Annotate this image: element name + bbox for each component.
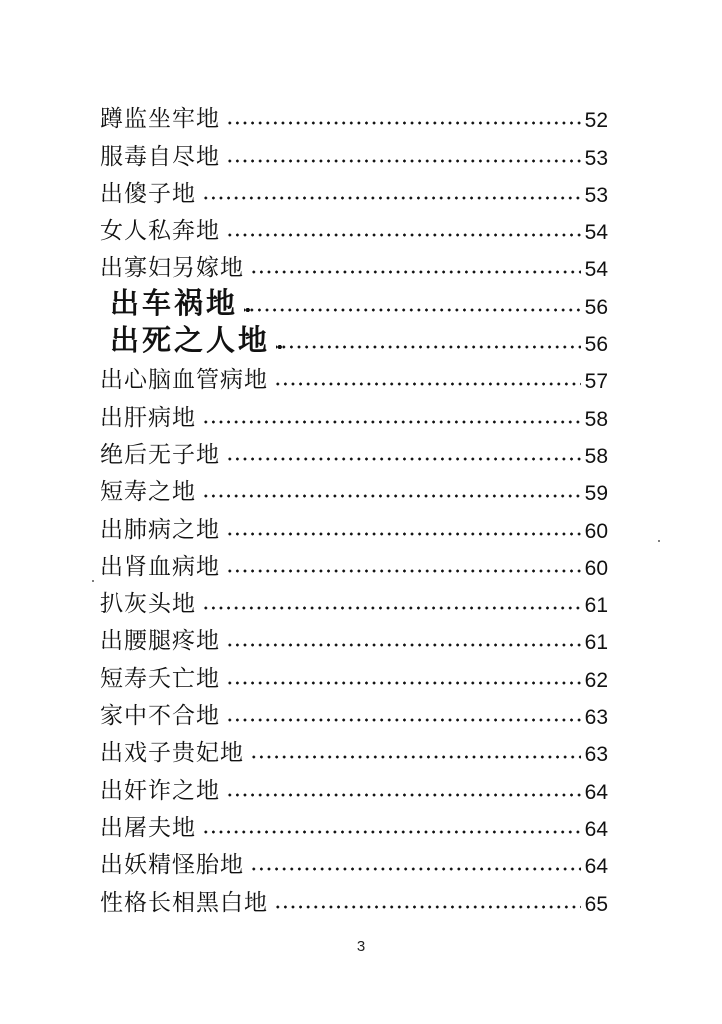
- toc-entry-page: 57: [584, 370, 608, 394]
- toc-entry: [100, 94, 608, 131]
- toc-entry-page: 53: [584, 146, 608, 170]
- toc-entry-title: 短寿之地: [100, 479, 196, 506]
- dot-leader: [226, 159, 581, 163]
- toc-entry-title: 出死之人地: [110, 323, 271, 358]
- toc-entry-title: 短寿夭亡地: [100, 665, 220, 692]
- dot-leader: [250, 270, 581, 274]
- toc-entry: [100, 765, 608, 802]
- toc-entry-title: 服毒自尽地: [100, 143, 220, 170]
- toc-entry-page: 61: [584, 594, 608, 618]
- toc-entry-page: 60: [584, 519, 608, 543]
- toc-entry-title: 家中不合地: [100, 703, 220, 730]
- table-of-contents: [100, 94, 608, 915]
- toc-entry: [100, 430, 608, 467]
- toc-entry-page: 58: [584, 407, 608, 431]
- toc-entry-page: 64: [584, 817, 608, 841]
- toc-entry-title: 出妖精怪胎地: [100, 852, 244, 879]
- toc-entry-page: 64: [584, 780, 608, 804]
- toc-entry: [100, 169, 608, 206]
- toc-entry-page: 54: [584, 258, 608, 282]
- dot-leader: [226, 121, 581, 125]
- toc-entry: [100, 579, 608, 616]
- dot-leader: [202, 196, 581, 200]
- dot-leader: [226, 569, 581, 573]
- dot-leader: [226, 457, 581, 461]
- toc-entry-page: 53: [584, 183, 608, 207]
- toc-entry-title: 出寡妇另嫁地: [100, 255, 244, 282]
- toc-entry-page: 54: [584, 221, 608, 245]
- toc-entry-page: 52: [584, 109, 608, 133]
- toc-entry: [100, 542, 608, 579]
- dot-leader: [226, 718, 581, 722]
- toc-entry-title: 蹲监坐牢地: [100, 106, 220, 133]
- toc-entry-title: 绝后无子地: [100, 441, 220, 468]
- toc-entry-title: 出奸诈之地: [100, 777, 220, 804]
- toc-entry-page: 56: [584, 333, 608, 357]
- toc-entry-title: 出心脑血管病地: [100, 367, 268, 394]
- scan-speck: [658, 540, 660, 542]
- toc-entry: [100, 355, 608, 392]
- toc-entry-title: 出肾血病地: [100, 553, 220, 580]
- toc-entry-title: 出戏子贵妃地: [100, 740, 244, 767]
- toc-entry-title: 出肺病之地: [100, 516, 220, 543]
- toc-entry: [100, 653, 608, 690]
- toc-entry-title: 出车祸地: [110, 285, 239, 320]
- toc-entry-page: 62: [584, 668, 608, 692]
- toc-entry-page: 63: [584, 743, 608, 767]
- dot-leader: [226, 793, 581, 797]
- toc-entry-title: 性格长相黑白地: [100, 889, 268, 916]
- dot-leader: [244, 308, 581, 312]
- toc-entry-page: 56: [584, 295, 608, 319]
- dot-leader: [250, 755, 581, 759]
- toc-entry-page: 59: [584, 482, 608, 506]
- toc-entry-page: 65: [584, 892, 608, 916]
- toc-entry: [100, 616, 608, 653]
- dot-leader: [202, 606, 581, 610]
- toc-entry-page: 58: [584, 444, 608, 468]
- toc-entry: [100, 728, 608, 765]
- toc-entry-page: 64: [584, 855, 608, 879]
- toc-entry: [100, 467, 608, 504]
- toc-entry: [100, 691, 608, 728]
- dot-leader: [276, 345, 581, 349]
- toc-entry: [100, 840, 608, 877]
- dot-leader: [202, 420, 581, 424]
- page-number: 3: [356, 938, 366, 955]
- toc-entry-title: 出腰腿疼地: [100, 628, 220, 655]
- toc-entry-title: 出屠夫地: [100, 814, 196, 841]
- dot-leader: [274, 905, 581, 909]
- toc-entry: [100, 280, 608, 320]
- dot-leader: [226, 532, 581, 536]
- scan-speck: [92, 580, 94, 582]
- toc-entry: [100, 504, 608, 541]
- toc-entry: [100, 803, 608, 840]
- dot-leader: [226, 643, 581, 647]
- toc-entry-title: 出肝病地: [100, 404, 196, 431]
- toc-entry-title: 女人私奔地: [100, 218, 220, 245]
- toc-entry: [100, 131, 608, 168]
- toc-entry: [100, 392, 608, 429]
- toc-entry: [100, 206, 608, 243]
- dot-leader: [226, 681, 581, 685]
- dot-leader: [226, 233, 581, 237]
- toc-entry-title: 出傻子地: [100, 180, 196, 207]
- dot-leader: [202, 830, 581, 834]
- toc-entry-page: 61: [584, 631, 608, 655]
- toc-entry-page: 63: [584, 706, 608, 730]
- toc-entry: [100, 877, 608, 914]
- dot-leader: [274, 382, 581, 386]
- toc-entry: [100, 243, 608, 280]
- dot-leader: [202, 494, 581, 498]
- dot-leader: [250, 867, 581, 871]
- toc-entry: [100, 318, 608, 358]
- toc-entry-page: 60: [584, 556, 608, 580]
- toc-entry-title: 扒灰头地: [100, 591, 196, 618]
